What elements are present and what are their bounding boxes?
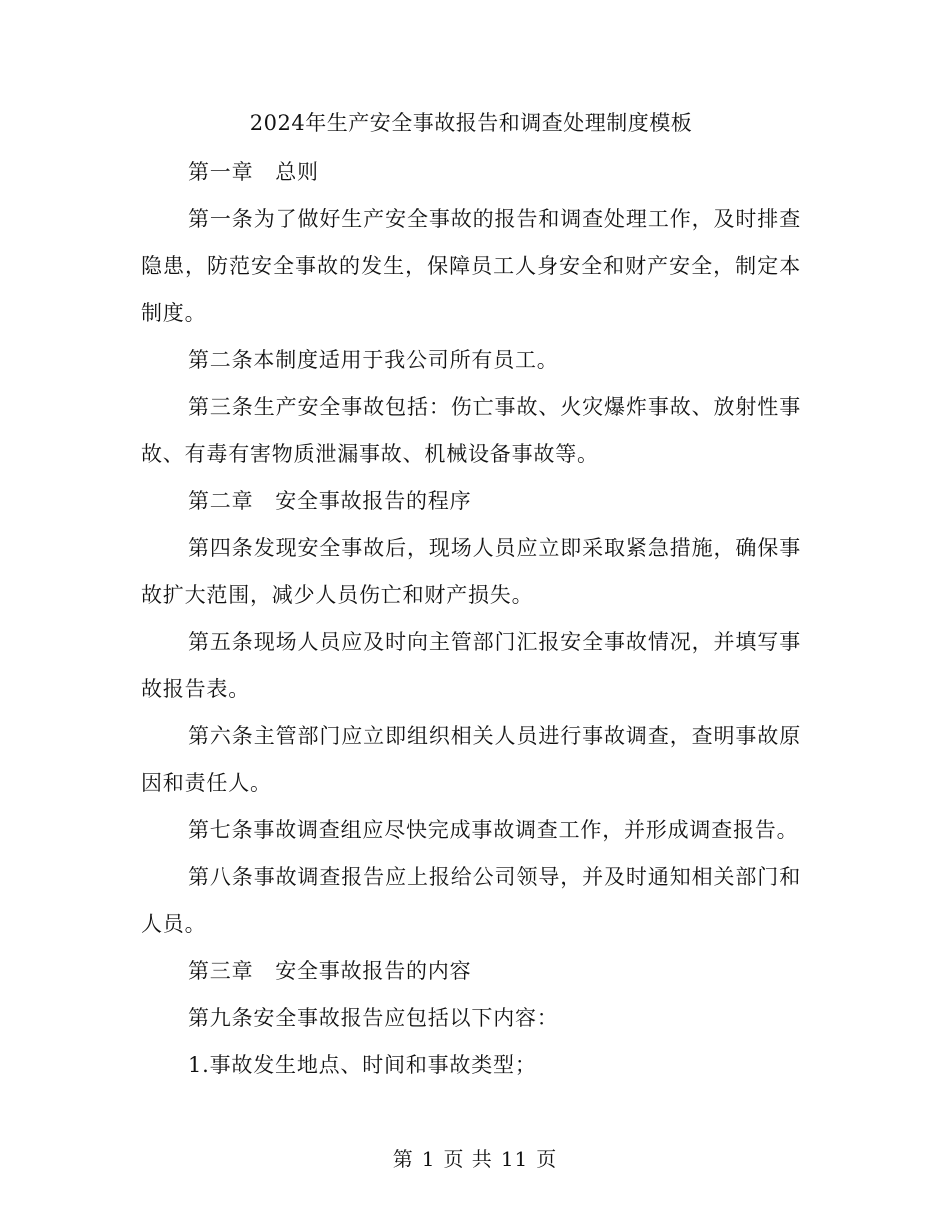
article-paragraph: 第四条发现安全事故后，现场人员应立即采取紧急措施，确保事故扩大范围，减少人员伤亡和财产损失。 xyxy=(141,536,801,607)
page-label-suffix: 页 xyxy=(536,1147,558,1171)
chapter-heading: 第一章 总则 xyxy=(188,160,319,184)
article-paragraph: 第一条为了做好生产安全事故的报告和调查处理工作，及时排查隐患，防范安全事故的发生，保障员工人身安全和财产安全，制定本制度。 xyxy=(141,207,801,325)
article-paragraph: 第三条生产安全事故包括：伤亡事故、火灾爆炸事故、放射性事故、有毒有害物质泄漏事故、机械设备事故等。 xyxy=(141,395,801,466)
total-pages-number: 11 xyxy=(500,1147,529,1171)
document-title: 2024年生产安全事故报告和调查处理制度模板 xyxy=(249,111,693,135)
article-paragraph: 第九条安全事故报告应包括以下内容： xyxy=(188,1006,559,1030)
article-paragraph: 第八条事故调查报告应上报给公司领导，并及时通知相关部门和人员。 xyxy=(141,865,801,936)
article-paragraph: 第六条主管部门应立即组织相关人员进行事故调查，查明事故原因和责任人。 xyxy=(141,724,801,795)
document-body xyxy=(141,103,801,1089)
current-page-number: 1 xyxy=(421,1147,436,1171)
article-paragraph: 第二条本制度适用于我公司所有员工。 xyxy=(188,348,559,372)
page-label-mid: 页 共 xyxy=(443,1147,493,1171)
page-footer xyxy=(0,1144,950,1174)
article-paragraph: 第五条现场人员应及时向主管部门汇报安全事故情况，并填写事故报告表。 xyxy=(141,630,801,701)
chapter-heading: 第二章 安全事故报告的程序 xyxy=(188,489,472,513)
article-paragraph: 第七条事故调查组应尽快完成事故调查工作，并形成调查报告。 xyxy=(188,818,799,842)
page-label-prefix: 第 xyxy=(392,1147,414,1171)
list-item: 1.事故发生地点、时间和事故类型； xyxy=(188,1053,537,1077)
chapter-heading: 第三章 安全事故报告的内容 xyxy=(188,959,472,983)
